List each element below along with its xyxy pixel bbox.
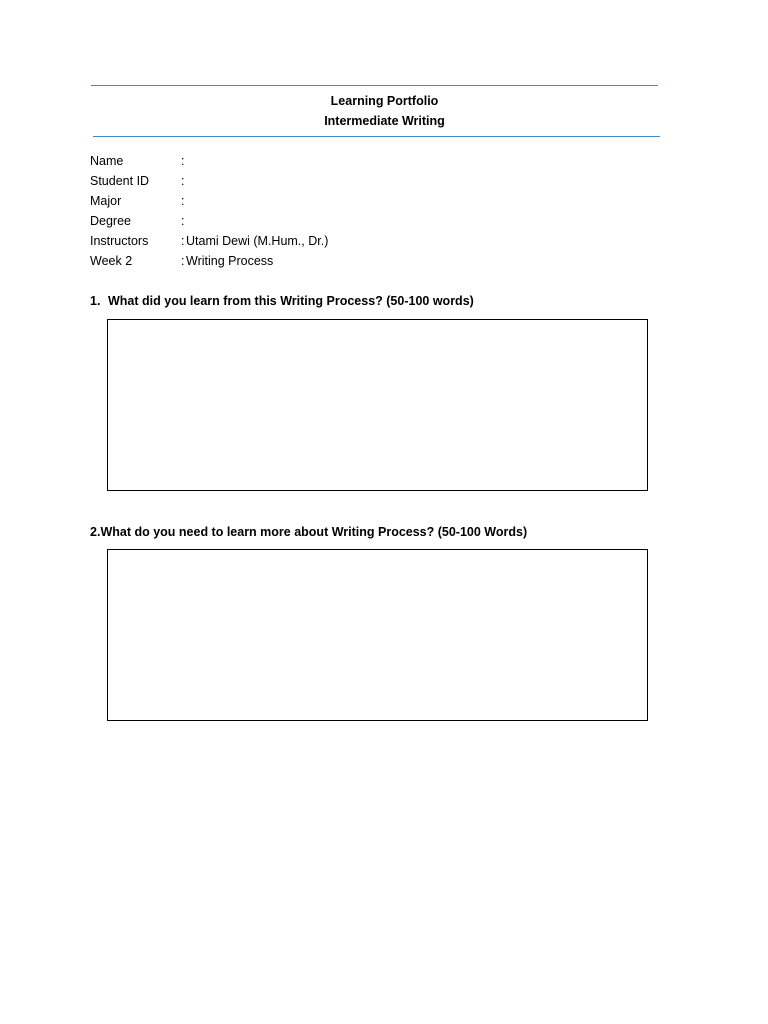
- answer-box-2[interactable]: [107, 549, 648, 721]
- info-separator: :: [181, 214, 185, 228]
- info-label: Student ID: [90, 174, 150, 188]
- header-top-rule: [91, 85, 658, 86]
- info-row-major: [90, 194, 328, 214]
- info-row-name: [90, 154, 328, 174]
- question-number: 2.: [90, 525, 101, 539]
- question-1: [90, 294, 474, 309]
- info-label: Name: [90, 154, 124, 168]
- info-label: Degree: [90, 214, 131, 228]
- info-separator: :: [181, 154, 185, 168]
- info-row-student-id: [90, 174, 328, 194]
- student-info-block: [90, 154, 328, 274]
- info-row-instructors: [90, 234, 328, 254]
- question-2: [90, 525, 527, 540]
- info-row-degree: [90, 214, 328, 234]
- info-value-week-topic: Writing Process: [186, 254, 274, 268]
- info-value-instructors: Utami Dewi (M.Hum., Dr.): [186, 234, 329, 248]
- info-row-week: [90, 254, 328, 274]
- info-separator: :: [181, 194, 185, 208]
- info-label: Week 2: [90, 254, 133, 268]
- document-subtitle: Intermediate Writing: [324, 114, 445, 128]
- document-title: Learning Portfolio: [330, 94, 439, 108]
- info-separator: :: [181, 254, 185, 268]
- question-text: What did you learn from this Writing Process? (50-100 words): [108, 294, 474, 308]
- info-separator: :: [181, 174, 185, 188]
- info-label: Instructors: [90, 234, 149, 248]
- question-number: 1.: [90, 294, 101, 308]
- header-bottom-rule: [93, 136, 660, 137]
- answer-box-1[interactable]: [107, 319, 648, 491]
- info-separator: :: [181, 234, 185, 248]
- info-label: Major: [90, 194, 122, 208]
- question-text: What do you need to learn more about Writing Process? (50-100 Words): [100, 525, 528, 539]
